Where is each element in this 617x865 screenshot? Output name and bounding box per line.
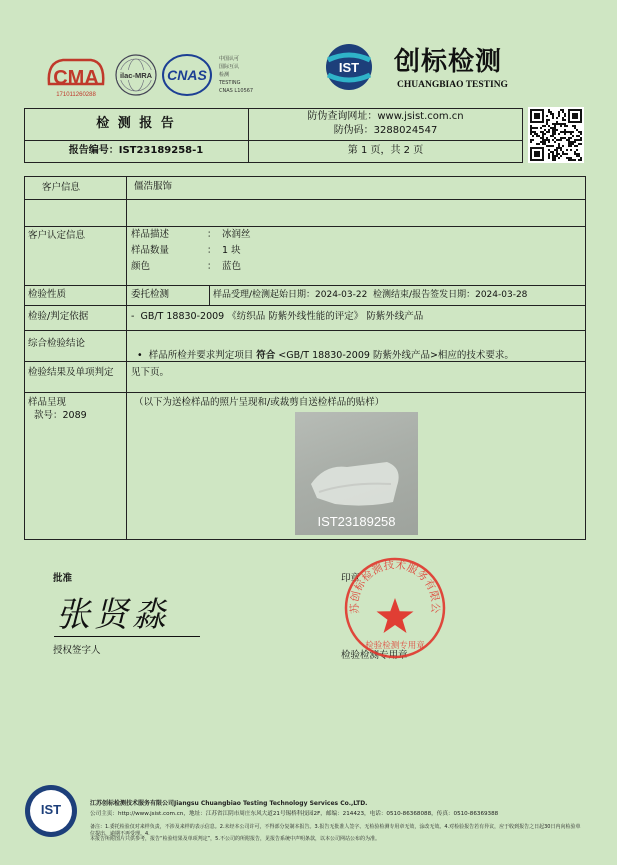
conclusion-suffix: <GB/T 18830-2009 防紫外线产品>相应的技术要求。 — [275, 350, 514, 361]
sample-caption: （以下为送检样品的照片呈现和/或裁剪自送检样品的贴样） — [134, 397, 385, 408]
identification-sep-3: ： — [207, 261, 217, 272]
footer-notes-2: 本报告所附图片只供参考，报告“检验结果及单项判定”，5.不公司的所附报告，见报告系统中声明条款，以本公司网站公布的为准。 — [90, 836, 380, 842]
identification-key-2: 样品数量 — [131, 245, 170, 256]
identification-value-1: 冰润丝 — [222, 229, 251, 240]
sample-label: 样品呈现 — [28, 397, 67, 408]
conclusion-value — [131, 338, 583, 362]
client-name: 僵浩服饰 — [134, 181, 173, 192]
signatory-label: 授权签字人 — [53, 645, 101, 656]
stamp-under-label: 检验检测专用章 — [341, 650, 408, 661]
report-number — [24, 145, 248, 157]
seal-label: 印章 — [341, 573, 361, 584]
cma-logo — [43, 54, 109, 100]
report-number-label: 报告编号： — [68, 145, 119, 156]
conclusion-bold: 符合 — [256, 350, 276, 361]
conclusion-label: 综合检验结论 — [28, 338, 86, 349]
nature-dates: 样品受理/检测起始日期：2024-03-22 检测结束/报告签发日期：2024-03-28 — [213, 290, 528, 300]
ist-brand-logo — [323, 42, 375, 92]
footer-ist-logo — [24, 784, 78, 838]
identification-label: 客户认定信息 — [28, 230, 86, 241]
ilac-mra-text: ilac-MRA — [119, 71, 153, 80]
ist-brand-text: IST — [338, 60, 360, 75]
nature-value: 委托检测 — [131, 289, 170, 300]
signature: 张贤淼 — [56, 595, 170, 635]
seal-star-icon — [377, 598, 414, 633]
footer-company: 江苏创标检测技术服务有限公司Jiangsu Chuangbiao Testing Technology Services Co.,LTD. — [90, 800, 368, 807]
seal-text: 苏创标检测技术服务有限公 — [348, 559, 442, 615]
svg-text:江苏创标检测技术服务有限公司 — [343, 556, 441, 614]
cma-logo-number: 171011260288 — [56, 92, 96, 98]
sample-photo-code: IST23189258 — [317, 514, 396, 529]
footer-notes-1: 备注：1.委托检验仅对来样负责，不涉及来样的表示信息。2.未经本公司许可，不得部分复制本报告。3.报告无批准人签字、无检验检测专用章无效，涂改无效。4.对检验报告若有异议，应于收到报告之日起30日内向检验单位提出，逾期不再受理。4. — [90, 824, 581, 837]
cnas-logo-text: CNAS — [167, 67, 207, 83]
identification-value-2: 1 块 — [222, 245, 241, 256]
footer-ist-text: IST — [40, 802, 62, 817]
official-seal — [343, 556, 447, 660]
cnas-line-3: 检测 — [219, 72, 230, 78]
sample-number: 款号：2089 — [34, 410, 87, 421]
identification-key-3: 颜色 — [131, 261, 151, 272]
basis-value: - GB/T 18830-2009 《纺织品 防紫外线性能的评定》 防紫外线产品 — [131, 311, 424, 322]
cnas-logo — [161, 52, 266, 98]
qr-code — [528, 107, 584, 163]
identification-value-3: 蓝色 — [222, 261, 242, 272]
brand-name-en: CHUANGBIAO TESTING — [397, 80, 508, 90]
identification-sep-2: ： — [207, 245, 217, 256]
verify-code: 防伪码：3288024547 — [333, 125, 438, 136]
signature-line — [54, 636, 200, 637]
ilac-mra-logo — [113, 52, 159, 98]
nature-label: 检验性质 — [28, 289, 67, 300]
conclusion-prefix: • 样品所检并要求判定项目 — [137, 350, 257, 361]
seal-bottom-text: 检验检测专用章 — [365, 641, 425, 651]
cnas-line-5: CNAS L10567 — [219, 88, 254, 94]
cma-logo-text: CMA — [53, 67, 99, 89]
results-label: 检验结果及单项判定 — [28, 367, 114, 378]
client-label: 客户信息 — [42, 182, 81, 193]
footer-address: 公司主页：http://www.jsist.com.cn，地址：江苏省江阴市周庄东风大道21号锡桥科技园2F，邮编：214423，电话：0510-86368088，传真：0510-86369388 — [90, 811, 499, 817]
identification-sep-1: ： — [207, 229, 217, 240]
sample-photo — [295, 412, 418, 535]
verify-site: 防伪查询网址：www.jsist.com.cn — [307, 111, 464, 122]
identification-key-1: 样品描述 — [131, 229, 170, 240]
report-number-value: IST23189258-1 — [118, 145, 204, 156]
page-info: 第 1 页，共 2 页 — [347, 145, 424, 156]
report-title: 检 测 报 告 — [96, 116, 176, 131]
cnas-line-4: TESTING — [219, 80, 241, 86]
brand-name-cn: 创标检测 — [394, 47, 503, 77]
cnas-line-1: 中国认可 — [219, 56, 240, 62]
approve-label: 批准 — [53, 573, 73, 584]
cnas-line-2: 国际互认 — [219, 64, 240, 70]
results-value: 见下页。 — [131, 367, 170, 378]
basis-label: 检验/判定依据 — [28, 311, 89, 322]
